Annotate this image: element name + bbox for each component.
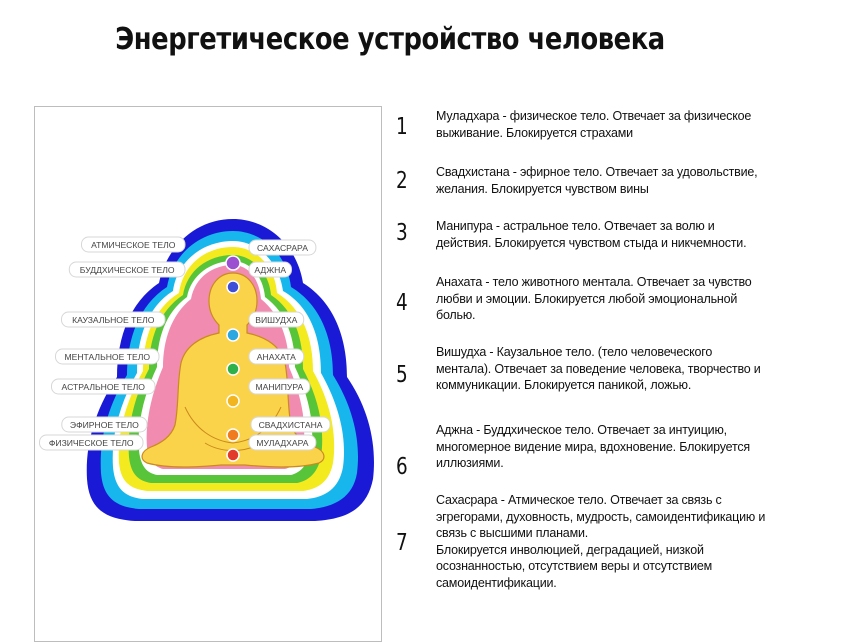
chakra-label-right <box>249 262 292 277</box>
chakra-item-text-line: связь с высшими планами. <box>436 526 589 541</box>
body-label-left <box>40 435 144 450</box>
chakra-item-text-line: ментала). Отвечает за поведение человека, творчество и <box>436 361 761 376</box>
svg-text:ЭФИРНОЕ ТЕЛО: ЭФИРНОЕ ТЕЛО <box>69 420 139 430</box>
svg-text:АДЖНА: АДЖНА <box>254 265 287 275</box>
chakra-label-right <box>249 312 304 327</box>
chakra-item-text-line: эгрегорами, духовность, мудрость, самоидентификацию и <box>436 509 766 524</box>
chakra-item-text-line: Муладхара - физическое тело. Отвечает за физическое <box>436 109 752 123</box>
chakra-item-number: 5 <box>396 362 408 388</box>
chakra-item-text-line: Блокируется инволюцией, деградацией, низкой <box>436 542 704 557</box>
svg-text:АСТРАЛЬНОЕ ТЕЛО: АСТРАЛЬНОЕ ТЕЛО <box>61 382 145 392</box>
chakra-item-text-line: Сахасрара - Атмическое тело. Отвечает за связь с <box>436 493 722 507</box>
svg-text:МУЛАДХАРА: МУЛАДХАРА <box>256 438 309 448</box>
chakra-item-text-line: иллюзиями. <box>436 456 504 471</box>
chakra-item-text-line: желания. Блокируется чувством вины <box>436 181 649 196</box>
diagram-labels <box>35 107 381 641</box>
body-label-left <box>56 349 160 364</box>
body-label-left <box>52 379 156 394</box>
chakra-item-number: 2 <box>396 168 408 194</box>
chakra-item-text <box>436 218 796 251</box>
chakra-label-right <box>249 349 304 364</box>
svg-text:САХАСРАРА: САХАСРАРА <box>256 243 308 253</box>
chakra-item-number: 7 <box>396 530 408 556</box>
chakra-item-text-line: осознанностью, отсутствием веры и отсутствием <box>436 559 713 574</box>
chakra-item-text-line: Манипура - астральное тело. Отвечает за волю и <box>436 219 715 233</box>
chakra-label-right <box>249 379 310 394</box>
body-label-left <box>69 262 185 277</box>
body-label-left <box>62 417 147 432</box>
chakra-item-text <box>436 274 796 324</box>
chakra-label-right <box>249 240 316 255</box>
chakra-item-text <box>436 344 796 394</box>
chakra-item-text-line: Свадхистана - эфирное тело. Отвечает за удовольствие, <box>436 165 758 179</box>
aura-diagram-panel <box>34 106 382 642</box>
chakra-item-text <box>436 108 796 141</box>
chakra-item-text-line: многомерное видение мира, вдохновение. Блокируется <box>436 439 750 454</box>
chakra-item-text <box>436 422 796 472</box>
chakra-label-right <box>249 435 316 450</box>
body-label-left <box>82 237 186 252</box>
chakra-item-number: 4 <box>396 290 408 316</box>
chakra-label-right <box>251 417 330 432</box>
svg-text:КАУЗАЛЬНОЕ ТЕЛО: КАУЗАЛЬНОЕ ТЕЛО <box>72 315 155 325</box>
page-title: Энергетическое устройство человека <box>115 22 665 57</box>
chakra-item-text <box>436 164 796 197</box>
chakra-item-text-line: Анахата - тело животного ментала. Отвечает за чувство <box>436 275 752 289</box>
svg-text:ФИЗИЧЕСКОЕ ТЕЛО: ФИЗИЧЕСКОЕ ТЕЛО <box>48 438 134 448</box>
body-label-left <box>62 312 166 327</box>
svg-text:АТМИЧЕСКОЕ ТЕЛО: АТМИЧЕСКОЕ ТЕЛО <box>91 240 176 250</box>
chakra-item-number: 3 <box>396 220 408 246</box>
chakra-item-number: 6 <box>396 454 408 480</box>
chakra-item-text-line: выживание. Блокируется страхами <box>436 125 633 140</box>
chakra-item-text-line: Вишудха - Каузальное тело. (тело человеческого <box>436 345 713 359</box>
svg-text:МАНИПУРА: МАНИПУРА <box>255 382 304 392</box>
chakra-item-text-line: действия. Блокируется чувством стыда и никчемности. <box>436 235 747 250</box>
chakra-item-text-line: Аджна - Буддхическое тело. Отвечает за интуицию, <box>436 423 727 437</box>
svg-text:БУДДХИЧЕСКОЕ ТЕЛО: БУДДХИЧЕСКОЕ ТЕЛО <box>79 265 175 275</box>
chakra-item-number: 1 <box>396 114 408 140</box>
svg-text:СВАДХИСТАНА: СВАДХИСТАНА <box>258 420 323 430</box>
chakra-item-text <box>436 492 796 592</box>
svg-text:АНАХАТА: АНАХАТА <box>256 352 296 362</box>
chakra-item-text-line: самоидентификации. <box>436 575 557 590</box>
chakra-item-text-line: любви и эмоции. Блокируется любой эмоциональной <box>436 291 738 306</box>
svg-text:ВИШУДХА: ВИШУДХА <box>255 315 298 325</box>
chakra-item-text-line: коммуникации. Блокируется паникой, ложью. <box>436 378 692 393</box>
svg-text:МЕНТАЛЬНОЕ ТЕЛО: МЕНТАЛЬНОЕ ТЕЛО <box>64 352 151 362</box>
chakra-item-text-line: болью. <box>436 308 476 323</box>
